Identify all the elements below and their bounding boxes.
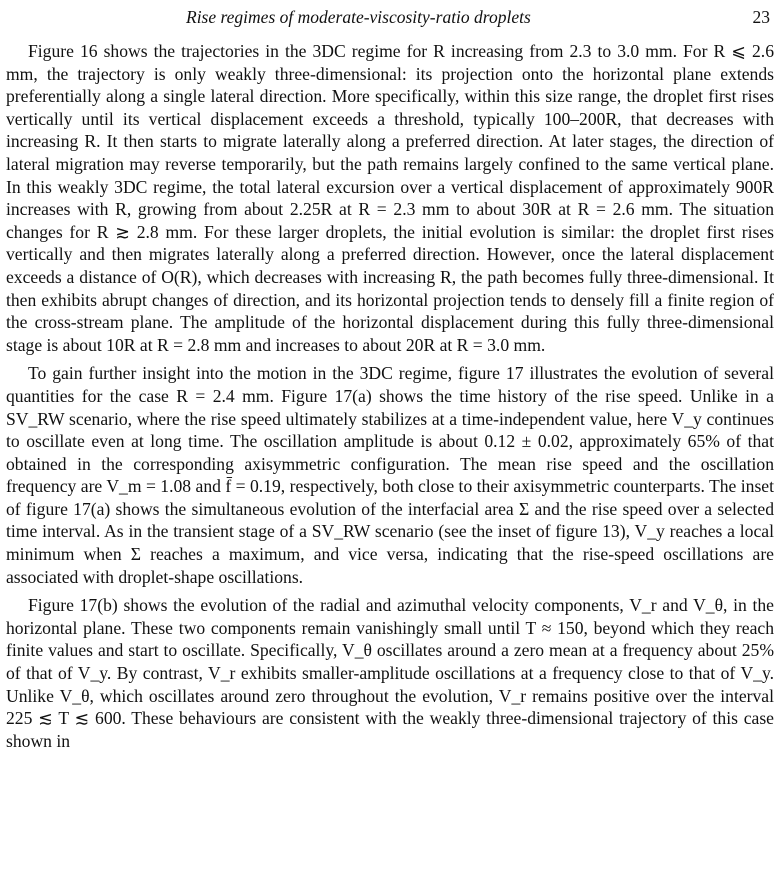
running-title: Rise regimes of moderate-viscosity-ratio droplets bbox=[186, 7, 531, 27]
running-header bbox=[6, 6, 774, 34]
paragraph-2: To gain further insight into the motion in the 3DC regime, figure 17 illustrates the evolution of several quantities for the case R = 2.4 mm. Figure 17(a) shows the time history of the rise speed. Unlike in a SV_RW scenario, where the rise speed ultimately stabilizes at a time-independent value, here V_y continues to oscillate even at long time. The oscillation amplitude is about 0.12 ± 0.02, approximately 65% of that obtained in the corresponding axisymmetric configuration. The mean rise speed and the oscillation frequency are V_m = 1.08 and f̄ = 0.19, respectively, both close to their axisymmetric counterparts. The inset of figure 17(a) shows the simultaneous evolution of the interfacial area Σ and the rise speed over a selected time interval. As in the transient stage of a SV_RW scenario (see the inset of figure 13), V_y reaches a local minimum when Σ reaches a maximum, and vice versa, indicating that the rise-speed oscillations are associated with droplet-shape oscillations. bbox=[6, 363, 774, 587]
paragraph-1: Figure 16 shows the trajectories in the 3DC regime for R increasing from 2.3 to 3.0 mm. For R ⩽ 2.6 mm, the trajectory is only weakly three-dimensional: its projection onto the horizontal plane extends preferentially along a single lateral direction. More specifically, within this size range, the droplet first rises vertically until its vertical displacement exceeds a threshold, typically 100–200R, that decreases with increasing R. It then starts to migrate laterally along a preferred direction. At later stages, the direction of lateral migration may reverse temporarily, but the path remains largely confined to the same vertical plane. In this weakly 3DC regime, the total lateral excursion over a vertical displacement of approximately 900R increases with R, growing from about 2.25R at R = 2.3 mm to about 30R at R = 2.6 mm. The situation changes for R ≳ 2.8 mm. For these larger droplets, the initial evolution is similar: the droplet first rises vertically and then migrates laterally along a preferred direction. However, once the lateral displacement exceeds a distance of O(R), which decreases with increasing R, the path becomes fully three-dimensional. It then exhibits abrupt changes of direction, and its horizontal projection tends to densely fill a finite region of the cross-stream plane. The amplitude of the horizontal displacement during this fully three-dimensional stage is about 10R at R = 2.8 mm and increases to about 20R at R = 3.0 mm. bbox=[6, 41, 774, 355]
paragraph-3: Figure 17(b) shows the evolution of the radial and azimuthal velocity components, V_r and V_θ, in the horizontal plane. These two components remain vanishingly small until T ≈ 150, beyond which they reach finite values and start to oscillate. Specifically, V_θ oscillates around a zero mean at a frequency about 25% of that of V_y. By contrast, V_r exhibits smaller-amplitude oscillations at a frequency close to that of V_y. Unlike V_θ, which oscillates around zero throughout the evolution, V_r remains positive over the interval 225 ≲ T ≲ 600. These behaviours are consistent with the weakly three-dimensional trajectory of this case shown in bbox=[6, 595, 774, 751]
page-number: 23 bbox=[752, 7, 770, 27]
